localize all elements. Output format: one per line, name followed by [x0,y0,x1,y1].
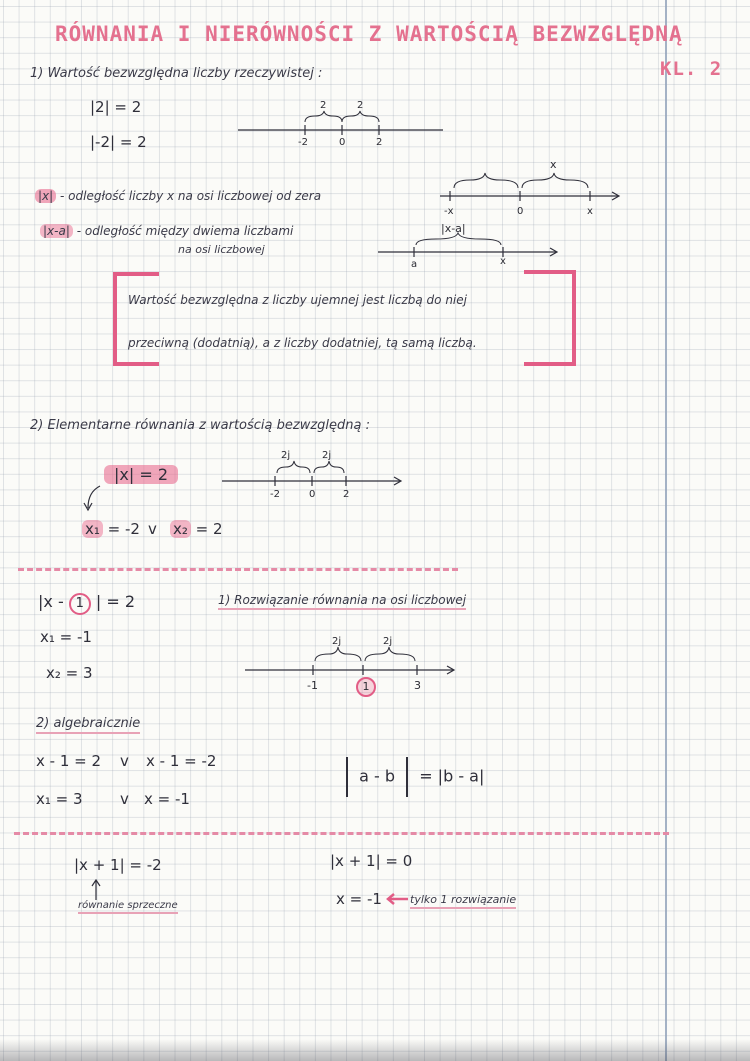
contradictory-note-text: równanie sprzeczne [78,900,178,914]
number-line-3 [378,225,563,270]
line5-brace-left: 2j [332,636,342,647]
x2-value: = 2 [195,520,223,538]
box-note-line2: przeciwną (dodatnią), a z liczby dodatniej, tą samą liczbą. [128,336,477,350]
eq3-post: | = 2 [95,592,136,611]
eq3-circled-number: 1 [69,593,91,615]
arrow-up-icon [88,878,104,900]
arrow-left-icon [386,893,408,905]
dashed-divider-1 [18,568,458,571]
eq-abs-minus-2: |-2| = 2 [90,133,147,151]
line3-tick-x: x [500,256,506,267]
section2-heading: 2) Elementarne równania z wartością bezwzględną : [30,418,371,433]
line5-brace-right: 2j [383,636,393,647]
definition-abs-x [35,189,321,203]
definition-abs-x-a-text2: na osi liczbowej [178,243,265,256]
line4-tick-neg2: -2 [270,489,280,500]
page-title: RÓWNANIA I NIERÓWNOŚCI Z WARTOŚCIĄ BEZWZGLĘDNĄ [55,22,683,46]
method1-heading [218,593,466,607]
section1-heading: 1) Wartość bezwzględna liczby rzeczywistej : [30,66,323,81]
one-solution-note-text: tylko 1 rozwiązanie [410,893,516,909]
definition-abs-x-a-text: - odległość między dwiema liczbami [76,224,294,238]
term-abs-x: |x| [35,189,56,203]
alg-row2-right: x = -1 [144,790,190,808]
eq-abs-x-highlight: |x| = 2 [104,465,178,484]
line4-brace-right: 2j [322,450,332,461]
identity-left: a - b [359,766,395,786]
line1-brace-left: 2 [320,100,327,111]
eq-contradictory: |x + 1| = -2 [74,856,162,874]
method2-heading [36,716,140,731]
line5-tick-neg1: -1 [307,679,318,692]
line5-tick-1-circled: 1 [356,677,376,697]
solution3-x1: x₁ = -1 [40,628,92,646]
dashed-divider-2 [14,832,669,835]
margin-line [665,0,667,1061]
line3-tick-a: a [411,259,418,270]
box-bracket-right [524,270,576,366]
definition-abs-x-text: - odległość liczby x na osi liczbowej od zera [60,189,322,203]
eq-abs-2: |2| = 2 [90,98,142,116]
method2-text: 2) algebraicznie [36,716,140,734]
alg-row1-left: x - 1 = 2 [36,752,102,770]
line2-tick-neg-x: -x [444,206,454,217]
eq-abs-x-plus-1-zero: |x + 1| = 0 [330,852,413,870]
box-note-line1: Wartość bezwzględna z liczby ujemnej jest liczbą do niej [128,293,467,307]
line2-tick-x: x [587,206,593,217]
line5-tick-3: 3 [414,679,421,692]
one-solution-note [410,893,516,906]
solution-x1 [82,520,140,538]
alg-row2-left: x₁ = 3 [36,790,83,808]
line1-tick-neg2: -2 [298,137,308,148]
identity-right: = |b - a| [419,766,485,786]
solution-x2 [170,520,223,538]
x1-value: = -2 [107,520,140,538]
line1-tick-0: 0 [339,137,346,148]
grade-label: KL. 2 [660,58,723,80]
line3-brace-label: |x-a| [441,222,466,235]
number-line-5 [245,632,460,684]
identity-abs-a-minus-b [340,757,484,797]
line4-tick-0: 0 [309,489,316,500]
eq-abs-x-minus-1 [38,592,135,615]
method1-text: 1) Rozwiązanie równania na osi liczbowej [218,593,466,610]
contradictory-note [78,900,178,911]
term-abs-x-a: |x-a| [40,224,73,238]
page-bottom-shadow [0,1039,750,1061]
box-bracket-left [113,272,159,366]
number-line-2 [440,160,625,220]
x1-label: x₁ [82,520,103,538]
x2-label: x₂ [170,520,191,538]
definition-abs-x-a [40,224,293,238]
line4-tick-2: 2 [343,489,350,500]
alg-row1-right: x - 1 = -2 [146,752,217,770]
line4-brace-left: 2j [281,450,291,461]
line1-brace-right: 2 [357,100,364,111]
eq-abs-x-equals-2 [104,465,178,484]
or-symbol: v [148,520,157,538]
line1-tick-2: 2 [376,137,383,148]
line2-brace-label: x [550,158,557,171]
arrow-down-icon [78,484,108,514]
eq3-pre: |x - [38,592,64,611]
eq2-solution: x = -1 [336,890,382,908]
line2-tick-0: 0 [517,206,524,217]
alg-row2-or: v [120,790,129,808]
solution3-x2: x₂ = 3 [46,664,93,682]
alg-row1-or: v [120,752,129,770]
